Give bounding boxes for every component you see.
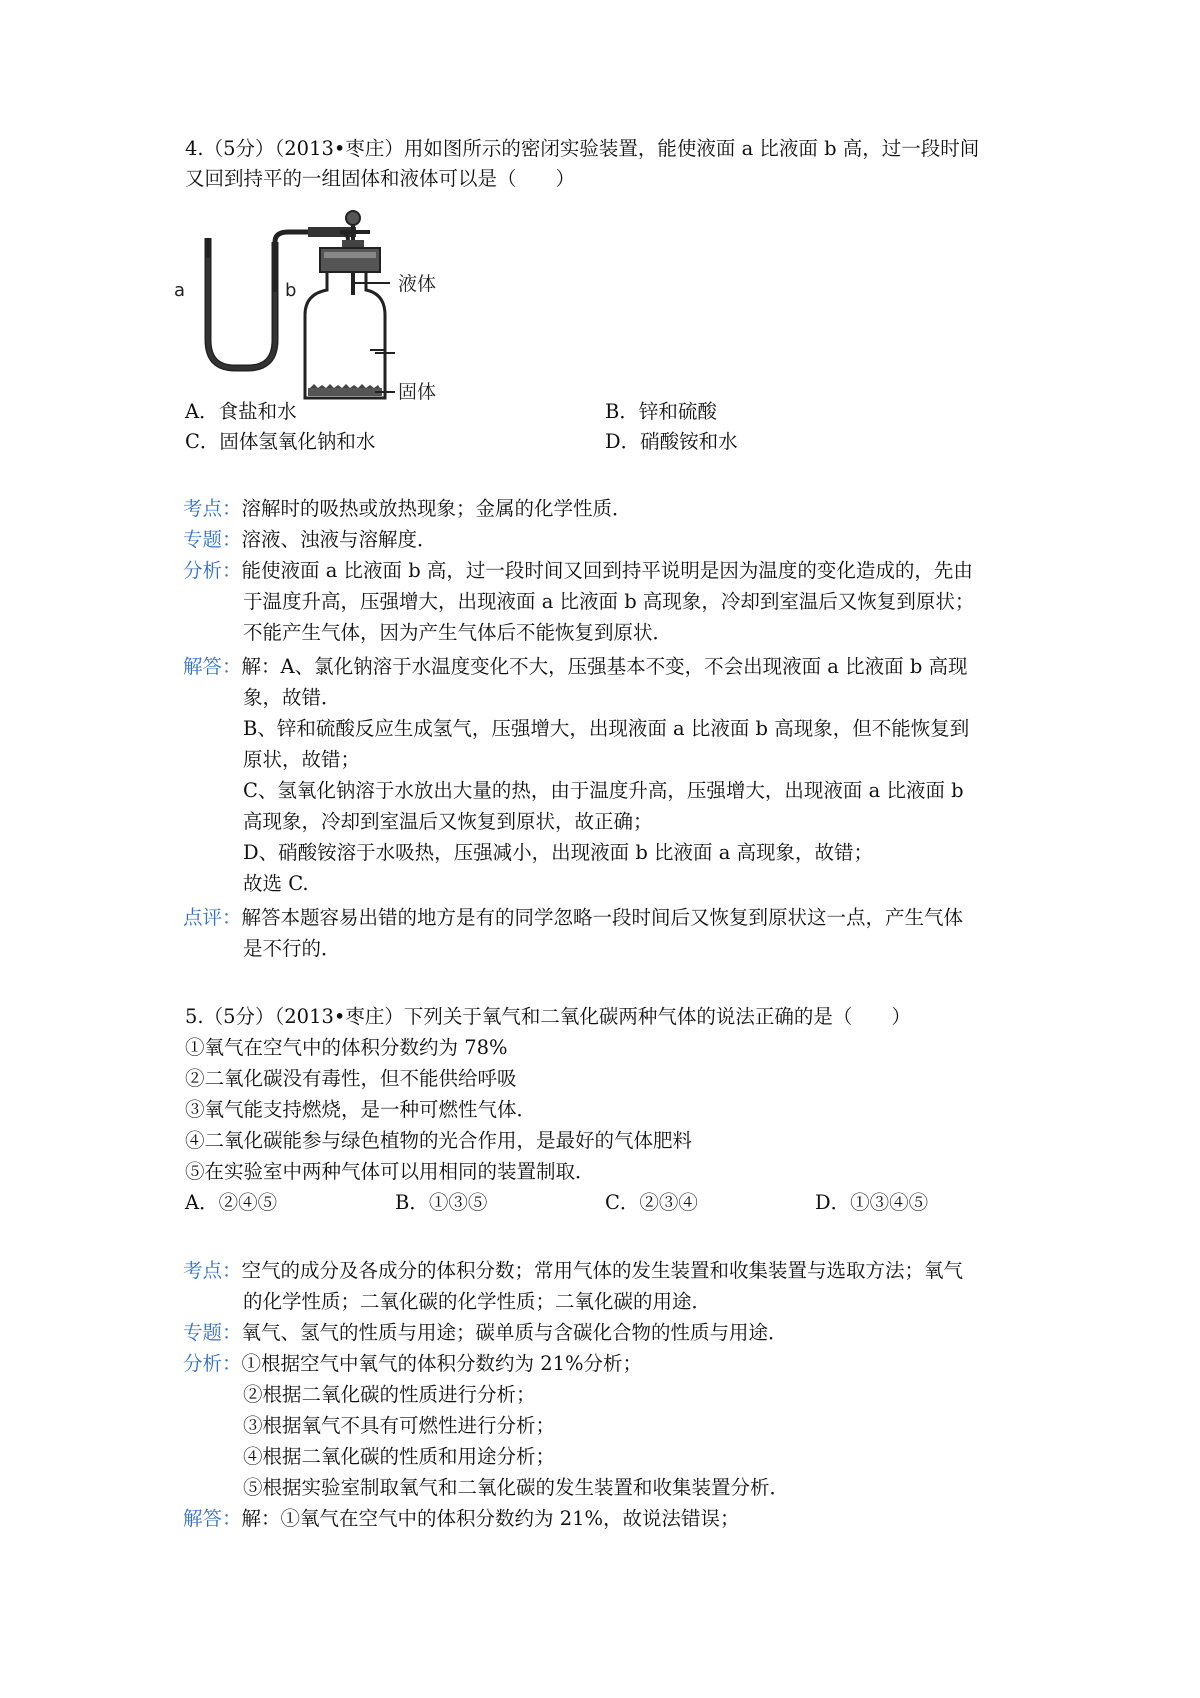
q5-fenxi	[183, 1349, 642, 1379]
q5-fenxi-line: ⑤根据实验室制取氧气和二氧化碳的发生装置和收集装置分析．	[243, 1476, 790, 1499]
q5-kaodian-line: 空气的成分及各成分的体积分数；常用气体的发生装置和收集装置与选取方法；氧气	[241, 1259, 964, 1282]
q4-jieda-label: 解答：	[183, 655, 242, 678]
u-tube-liquid	[208, 258, 275, 368]
q5-statement: ④二氧化碳能参与绿色植物的光合作用，是最好的气体肥料	[185, 1129, 693, 1152]
q4-jieda-line: 象，故错．	[243, 686, 341, 709]
label-b: b	[285, 280, 297, 301]
q5-kaodian-line: 的化学性质；二氧化碳的化学性质；二氧化碳的用途．	[243, 1290, 712, 1313]
q4-zhuanti	[183, 525, 437, 555]
q4-stem-line1: 4.（5分）（2013•枣庄）用如图所示的密闭实验装置，能使液面 a 比液面 b 高，过一段时间	[185, 137, 980, 160]
q4-jieda-line: B、锌和硫酸反应生成氢气，压强增大，出现液面 a 比液面 b 高现象，但不能恢复到	[243, 717, 970, 740]
q5-fenxi-line: ②根据二氧化碳的性质进行分析；	[243, 1383, 536, 1406]
q4-fenxi-line: 不能产生气体，因为产生气体后不能恢复到原状．	[243, 621, 673, 644]
label-a: a	[174, 280, 186, 301]
q5-statement: ③氧气能支持燃烧，是一种可燃性气体．	[185, 1098, 537, 1121]
q4-fenxi	[183, 556, 973, 586]
label-solid: 固体	[398, 381, 437, 403]
q4-kaodian-text: 溶解时的吸热或放热现象；金属的化学性质．	[241, 497, 632, 520]
q5-fenxi-line: ④根据二氧化碳的性质和用途分析；	[243, 1445, 556, 1468]
q4-stem-line2: 又回到持平的一组固体和液体可以是（ ）	[185, 167, 576, 190]
q4-dianping	[183, 903, 963, 933]
q4-option-b: B．锌和硫酸	[605, 400, 717, 423]
q4-jieda-line: 故选 C.	[243, 872, 309, 895]
q4-kaodian-label: 考点：	[183, 497, 242, 520]
q5-option-c: C．②③④	[605, 1191, 698, 1214]
q5-kaodian-label: 考点：	[183, 1259, 242, 1282]
q5-option-a: A．②④⑤	[185, 1191, 278, 1214]
q4-fenxi-label: 分析：	[183, 559, 242, 582]
q5-zhuanti-text: 氧气、氢气的性质与用途；碳单质与含碳化合物的性质与用途．	[241, 1321, 788, 1344]
q5-fenxi-label: 分析：	[183, 1352, 242, 1375]
q4-jieda-line: C、氢氧化钠溶于水放出大量的热，由于温度升高，压强增大，出现液面 a 比液面 b	[243, 779, 964, 802]
q4-kaodian	[183, 494, 632, 524]
q4-jieda-line: 高现象，冷却到室温后又恢复到原状，故正确；	[243, 810, 653, 833]
q5-statement: ②二氧化碳没有毒性，但不能供给呼吸	[185, 1067, 517, 1090]
u-tube-outline	[208, 238, 275, 368]
q4-jieda-line: 原状，故错；	[243, 748, 361, 771]
q5-kaodian	[183, 1256, 963, 1286]
q4-zhuanti-text: 溶液、浊液与溶解度．	[241, 528, 437, 551]
q4-option-a: A．食盐和水	[185, 400, 297, 423]
q5-zhuanti	[183, 1318, 788, 1348]
q4-fenxi-line: 能使液面 a 比液面 b 高，过一段时间又回到持平说明是因为温度的变化造成的，先由	[241, 559, 973, 582]
q4-jieda	[183, 652, 968, 682]
q5-stem: 5.（5分）（2013•枣庄）下列关于氧气和二氧化碳两种气体的说法正确的是（ ）	[185, 1005, 911, 1028]
q5-jieda-line: 解：①氧气在空气中的体积分数约为 21%，故说法错误；	[241, 1507, 740, 1530]
q5-zhuanti-label: 专题：	[183, 1321, 242, 1344]
q4-dianping-label: 点评：	[183, 906, 242, 929]
q4-option-c: C．固体氢氧化钠和水	[185, 430, 376, 453]
q5-statement: ⑤在实验室中两种气体可以用相同的装置制取．	[185, 1160, 595, 1183]
q5-option-b: B．①③⑤	[395, 1191, 488, 1214]
q4-dianping-line: 解答本题容易出错的地方是有的同学忽略一段时间后又恢复到原状这一点，产生气体	[241, 906, 964, 929]
q5-jieda-label: 解答：	[183, 1507, 242, 1530]
q5-statement: ①氧气在空气中的体积分数约为 78%	[185, 1036, 508, 1059]
q5-jieda	[183, 1504, 740, 1534]
q5-fenxi-line: ③根据氧气不具有可燃性进行分析；	[243, 1414, 556, 1437]
label-liquid: 液体	[398, 273, 437, 295]
q4-fenxi-line: 于温度升高，压强增大，出现液面 a 比液面 b 高现象，冷却到室温后又恢复到原状；	[243, 590, 975, 613]
q5-fenxi-line: ①根据空气中氧气的体积分数约为 21%分析；	[241, 1352, 643, 1375]
q4-dianping-line: 是不行的．	[243, 937, 341, 960]
q4-jieda-line: 解：A、氯化钠溶于水温度变化不大，压强基本不变，不会出现液面 a 比液面 b 高现	[241, 655, 968, 678]
apparatus-figure	[174, 210, 480, 403]
q4-zhuanti-label: 专题：	[183, 528, 242, 551]
q4-option-d: D．硝酸铵和水	[605, 430, 738, 453]
q4-jieda-line: D、硝酸铵溶于水吸热，压强减小，出现液面 b 比液面 a 高现象，故错；	[243, 841, 874, 864]
q5-option-d: D．①③④⑤	[815, 1191, 929, 1214]
